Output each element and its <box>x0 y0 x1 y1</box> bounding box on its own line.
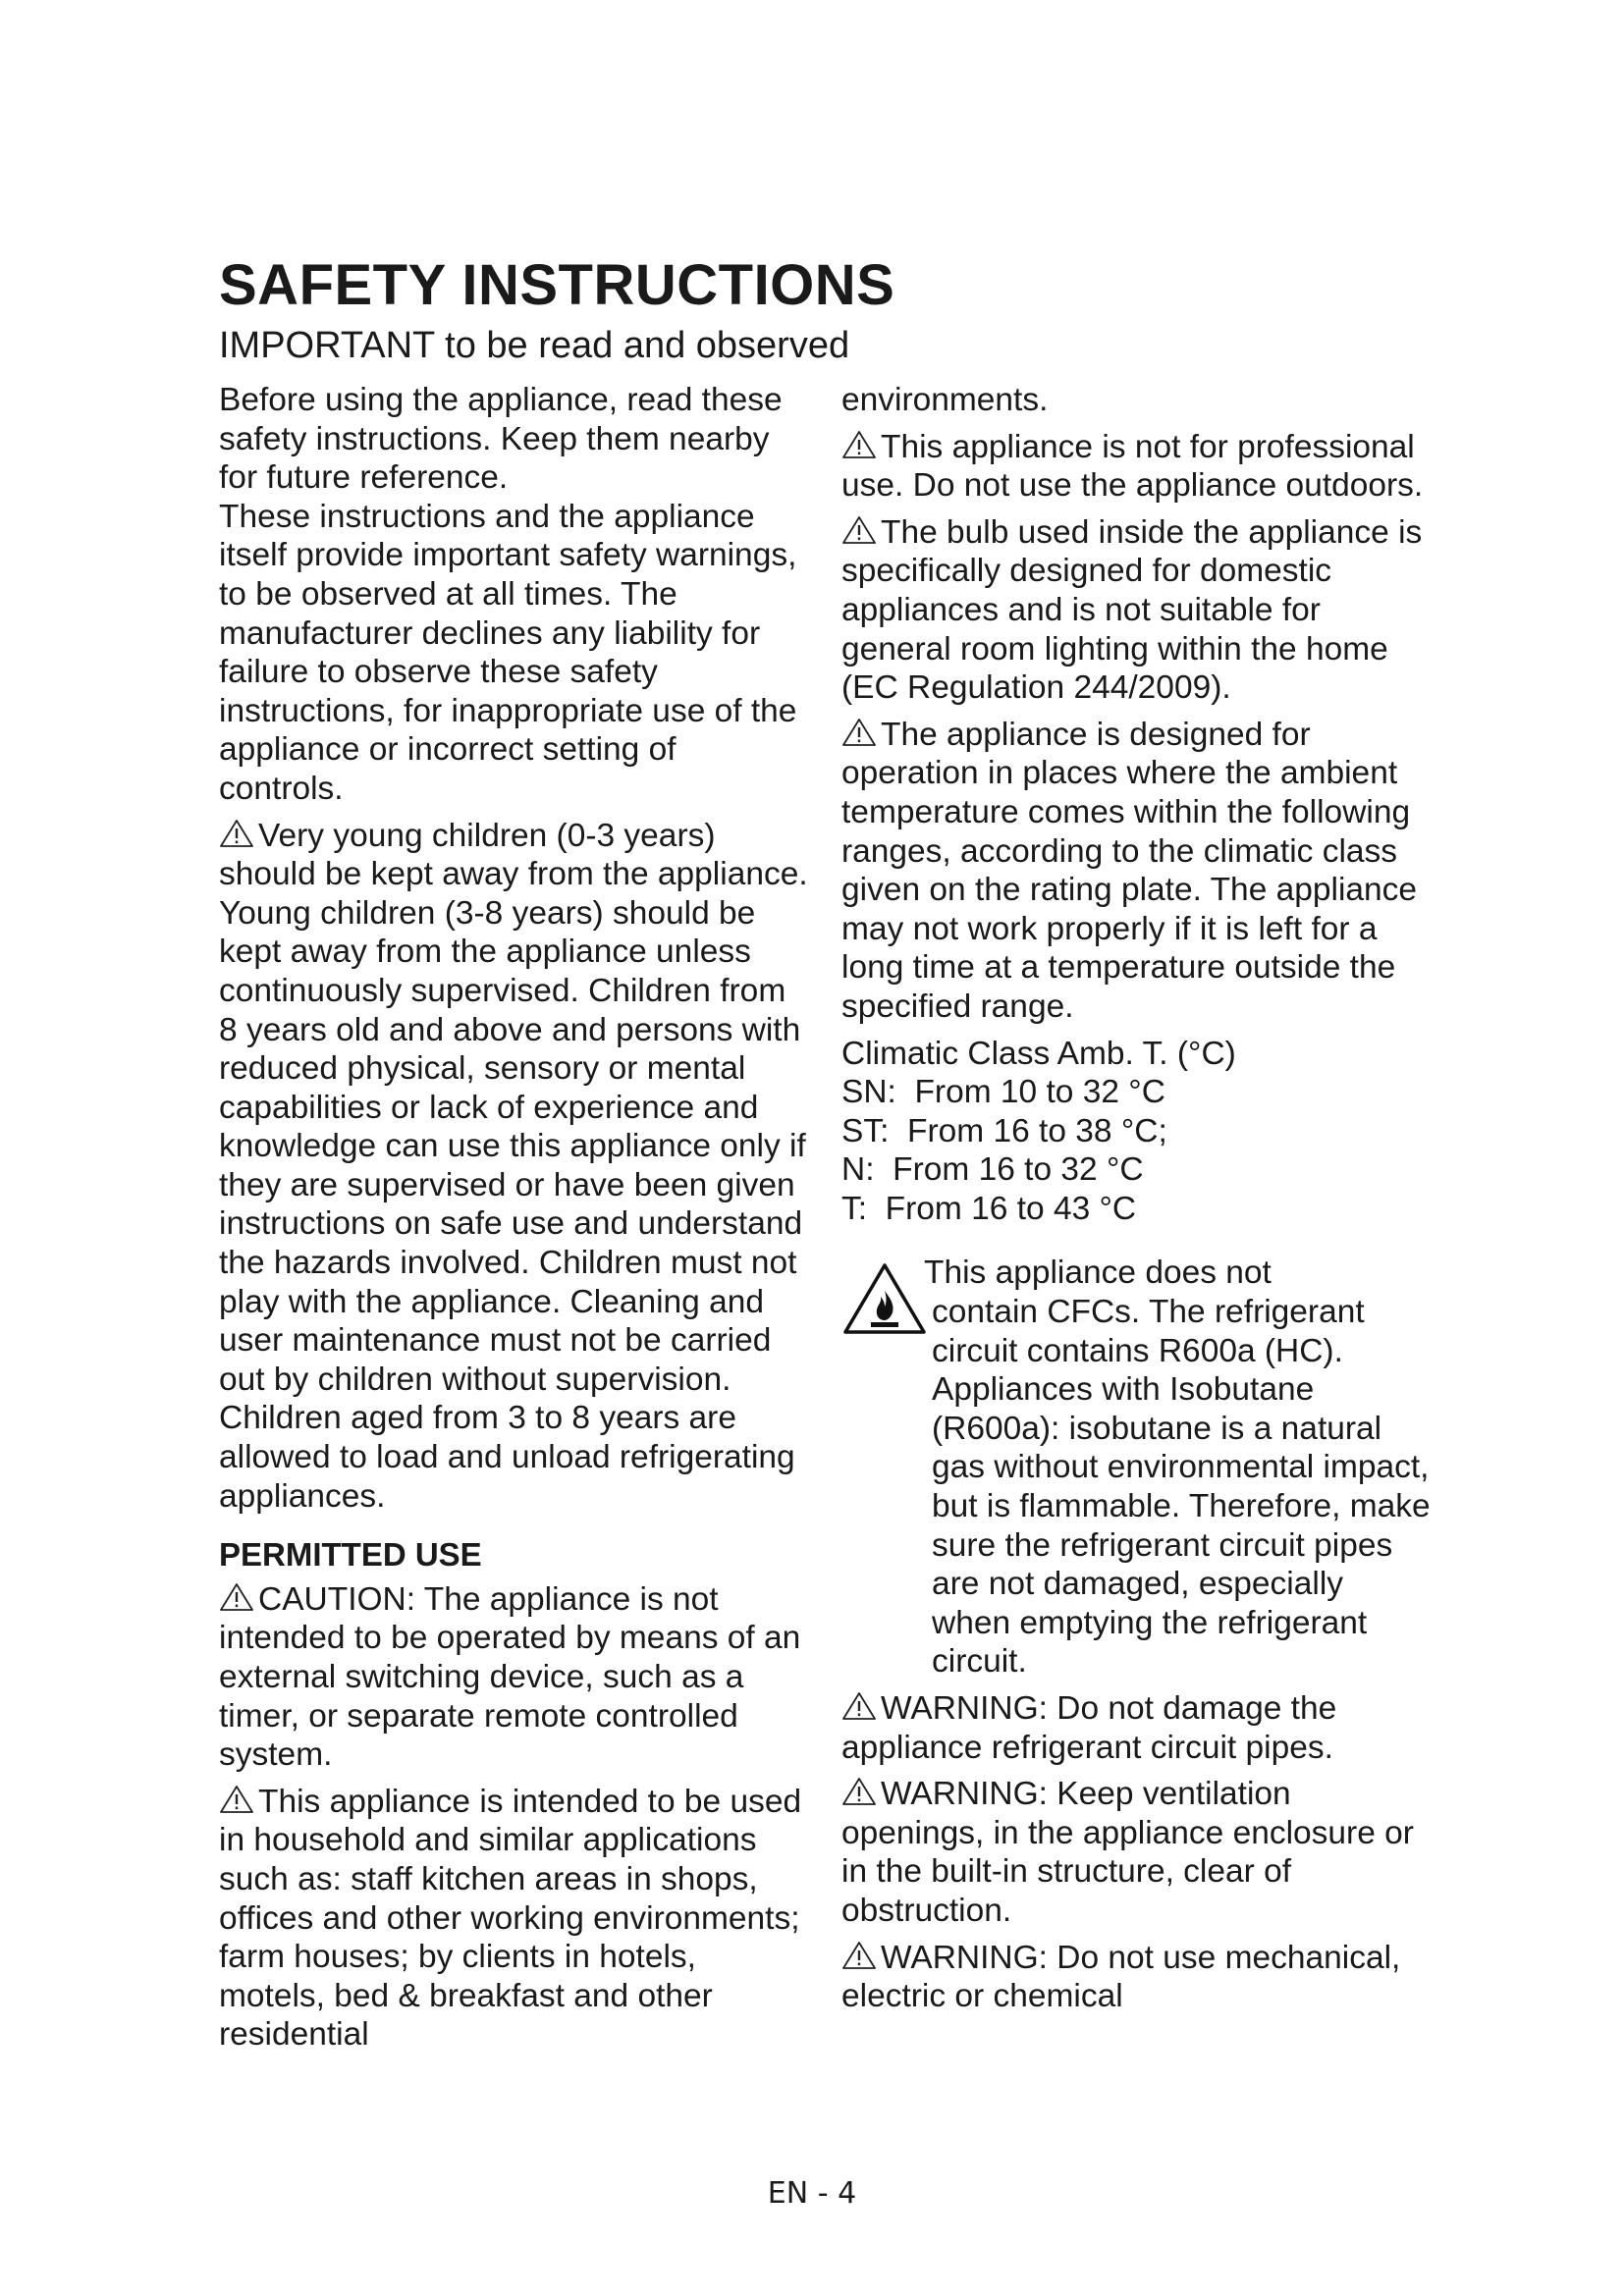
bulb-text: The bulb used inside the appliance is specifically designed for domestic appliances and is not suitable for general room lighting within the home (EC Regulation 244/2009). <box>841 513 1423 707</box>
warning-mechanical-text: WARNING: Do not use mechanical, electric or chemical <box>841 1939 1401 2015</box>
climatic-class-table <box>841 1035 1431 1229</box>
page-number: EN - 4 <box>767 2176 857 2211</box>
left-column <box>219 381 808 2062</box>
continuation-text: environments. <box>841 382 1049 418</box>
climate-row: T: From 16 to 43 °C <box>841 1190 1137 1227</box>
refrigerant-text: contain CFCs. The refrigerant circuit contains R600a (HC). Appliances with Isobutane (R600a): isobutane is a natural gas without environmental impact, but is flammable. Therefore, make sure the refrigerant circuit pipes are not damaged, especially when emptying the refrigerant circuit. <box>932 1294 1431 1681</box>
bulb-paragraph <box>841 513 1431 708</box>
warning-pipes-paragraph <box>841 1689 1431 1767</box>
warning-triangle-icon <box>841 1777 877 1806</box>
not-professional-text: This appliance is not for professional use. Do not use the appliance outdoors. <box>841 428 1424 505</box>
not-professional-paragraph <box>841 428 1431 506</box>
caution-text: CAUTION: The appliance is not intended to be operated by means of an external switching device, such as a timer, or separate remote controlled system. <box>219 1580 801 1774</box>
ambient-paragraph <box>841 716 1431 1027</box>
caution-paragraph <box>219 1580 808 1775</box>
refrigerant-notice <box>841 1254 1431 1682</box>
warning-triangle-icon <box>841 515 877 545</box>
page-subtitle: IMPORTANT to be read and observed <box>219 325 850 366</box>
climate-row: SN: From 10 to 32 °C <box>841 1074 1165 1111</box>
household-use-paragraph <box>219 1783 808 2055</box>
warning-triangle-icon <box>219 1785 254 1814</box>
household-use-text: This appliance is intended to be used in household and similar applications such as: staff kitchen areas in shops, offices and other working environments; farm houses; by clients in hotels, motels, bed & breakfast and other residential <box>219 1783 802 2054</box>
warning-triangle-icon <box>841 718 877 747</box>
children-warning-text: Very young children (0-3 years) should be kept away from the appliance. Young children (3-8 years) should be kept away from the appliance unless continuously supervised. Children from 8 years old and above and persons with reduced physical, sensory or mental capabilities or lack of experience and knowledge can use this appliance only if they are supervised or have been given instructions on safe use and understand the hazards involved. Children must not play with the appliance. Cleaning and user maintenance must not be carried out by children without supervision. Children aged from 3 to 8 years are allowed to load and unload refrigerating appliances. <box>219 817 808 1515</box>
warning-ventilation-paragraph <box>841 1775 1431 1930</box>
page-title: SAFETY INSTRUCTIONS <box>219 253 895 317</box>
intro-paragraph: Before using the appliance, read these safety instructions. Keep them nearby for future reference. <box>219 382 783 497</box>
right-column <box>841 381 1431 2024</box>
warning-mechanical-paragraph <box>841 1939 1431 2016</box>
warning-pipes-text: WARNING: Do not damage the appliance refrigerant circuit pipes. <box>841 1690 1337 1766</box>
warning-triangle-icon <box>219 819 254 848</box>
climate-row: N: From 16 to 32 °C <box>841 1151 1144 1189</box>
refrigerant-lead: This appliance does not <box>924 1255 1272 1292</box>
warning-triangle-icon <box>841 1941 877 1970</box>
warning-ventilation-text: WARNING: Keep ventilation openings, in the appliance enclosure or in the built-in structure, clear of obstruction. <box>841 1776 1414 1929</box>
intro-paragraph-2: These instructions and the appliance itself provide important safety warnings, to be observed at all times. The manufacturer declines any liability for failure to observe these safety instructions, for inappropriate use of the appliance or incorrect setting of controls. <box>219 498 797 807</box>
ambient-text: The appliance is designed for operation in places where the ambient temperature comes within the following ranges, according to the climatic class given on the rating plate. The appliance may not work properly if it is left for a long time at a temperature outside the specified range. <box>841 716 1418 1025</box>
warning-triangle-icon <box>841 1691 877 1721</box>
permitted-use-heading: PERMITTED USE <box>219 1536 482 1574</box>
climate-header: Climatic Class Amb. T. (°C) <box>841 1035 1236 1072</box>
flammable-warning-icon <box>841 1261 928 1336</box>
warning-triangle-icon <box>841 430 877 459</box>
warning-triangle-icon <box>219 1582 254 1612</box>
climate-row: ST: From 16 to 38 °C; <box>841 1112 1167 1149</box>
children-warning <box>219 817 808 1517</box>
